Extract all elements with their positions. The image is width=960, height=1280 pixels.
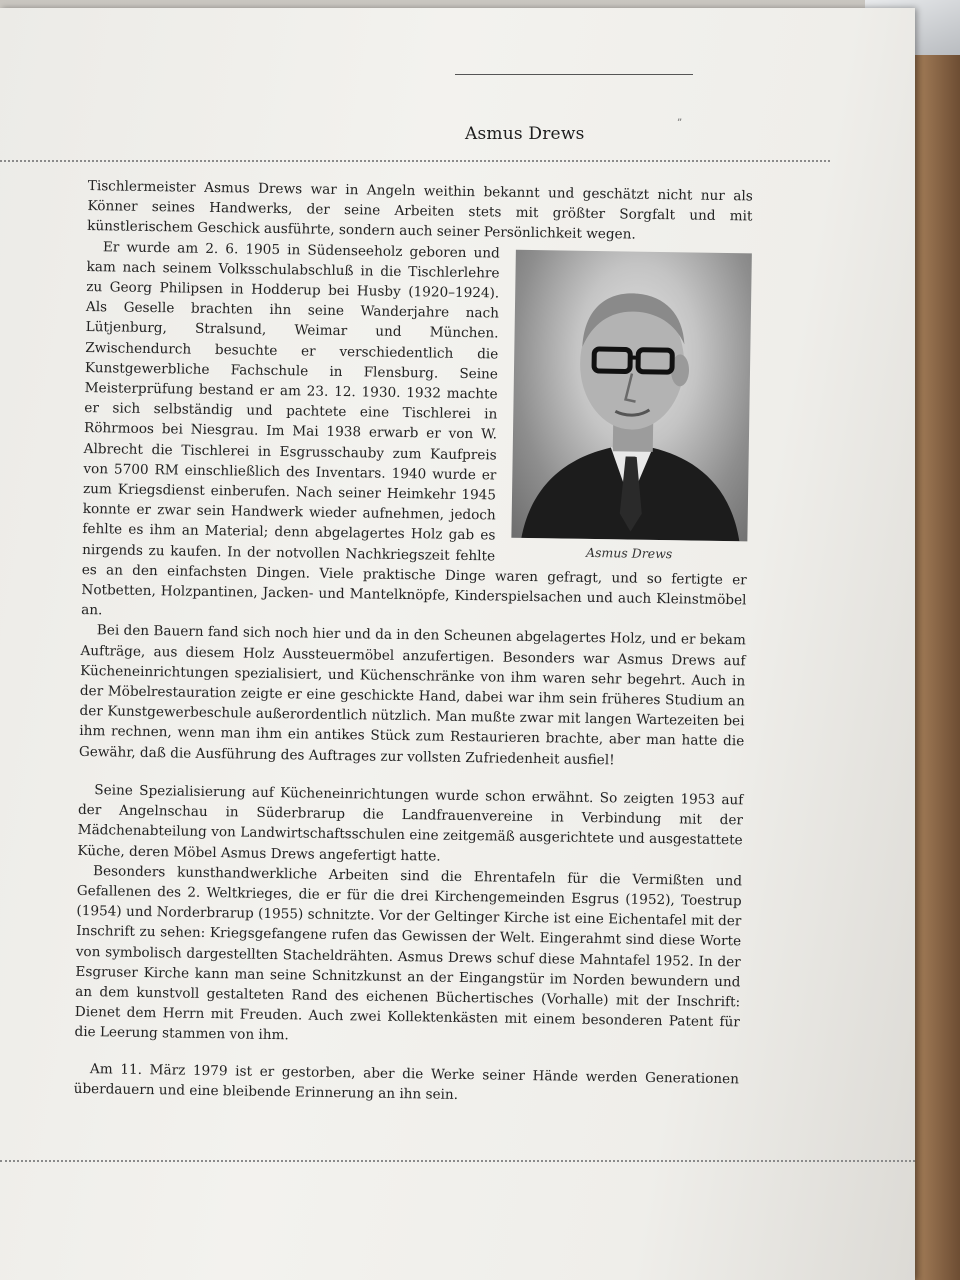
paragraph-intro: Tischlermeister Asmus Drews war in Angeln weithin bekannt und geschätzt nicht nur als Könner seines Handwerks, der seine Arbeiten stets mit größter Sorgfalt und mit künstlerischem Geschick ausführte, sondern auch seiner Persönlichkeit wegen. xyxy=(87,177,753,244)
top-fold-line xyxy=(0,160,830,162)
bottom-fold-line xyxy=(0,1160,915,1162)
paragraph-craft: Bei den Bauern fand sich noch hier und da in den Scheunen abgelagertes Holz, und er bekam Aufträge, aus diesem Holz Aussteuermöbel anzufertigen. Besonders war Asmus Drews auf Kücheneinrichtungen spezialisiert, und Küchenschränke von ihm waren sehr begehrt. Auch in der Möbelrestauration zeigte er eine geschickte Hand, dabei war ihm sein früheres Studium an der Kunstgewerbeschule außerordentlich nützlich. Man mußte zwar mit langen Wartezeiten bei ihm rechnen, wenn man ihm ein antikes Stück zum Restaurieren brachte, aber man hatte die Gewähr, daß die Ausführung des Auftrages zur vollsten Zufriedenheit ausfiel! xyxy=(78,622,746,769)
portrait-figure xyxy=(511,249,752,565)
portrait-illustration xyxy=(511,249,751,541)
page-title: Asmus Drews xyxy=(465,124,585,144)
article-body xyxy=(74,176,753,1109)
portrait-caption: Asmus Drews xyxy=(585,544,673,561)
portrait-photo xyxy=(511,249,751,541)
paragraph-biography: Er wurde am 2. 6. 1905 in Südenseeholz geboren und kam nach seinem Volksschulabschluß in die Tischlerlehre zu Georg Philipsen in Hodderup bei Husby (1920–1924). Als Geselle brachten ihn seine Wanderjahre nach Lütjenburg, Stralsund, Weimar und München. Zwischendurch besuchte er verschiedentlich die Kunstgewerbliche Fachschule in Flensburg. Seine Meisterprüfung bestand er am 23. 12. 1930. 1932 machte er sich selbständig und pachtete eine Tischlerei in Röhrmoos bei Niesgrau. Im Mai 1938 erwarb er von W. Albrecht die Tischlerei in Esgrusschauby zum Kaufpreis von 5700 RM einschließlich des Inventars. 1940 wurde er zum Kriegsdienst einberufen. Nach seiner Heimkehr 1945 konnte er zwar sein Handwerk wieder aufnehmen, jedoch fehlte es ihm an Material; denn abgelagertes Holz gab es nirgends zu kaufen. In der notvollen Nachkriegszeit fehlte es an den einfachsten Dingen. Viele praktische Dinge waren gefragt, und so fertigte er Notbetten, Holzpantinen, Jacken- und Mantelknöpfe, Kinderspielsachen und auch Kleinstmöbel an. xyxy=(81,238,747,619)
paragraph-kitchens: Seine Spezialisierung auf Kücheneinrichtungen wurde schon erwähnt. So zeigten 1953 auf der Angelnschau in Süderbrarup die Landfrauenvereine in Verbindung mit der Mädchenabteilung von Landwirtschaftsschulen eine zeitgemäß ausgerichtete und ausgestattete Küche, deren Möbel Asmus Drews angefertigt hatte. xyxy=(77,782,744,865)
header-rule xyxy=(455,74,693,75)
margin-mark: ” xyxy=(677,118,683,129)
paragraph-memorials: Besonders kunsthandwerkliche Arbeiten sind die Ehrentafeln für die Vermißten und Gefallenen des 2. Weltkrieges, die er für die drei Kirchengemeinden Esgrus (1952), Toestrup (1954) und Norderbrarup (1955) schnitzte. Vor der Geltinger Kirche ist eine Eichentafel mit der Inschrift zu sehen: Kriegsgefangene rufen das Gewissen der Welt. Eingerahmt sind diese Worte von symbolisch dargestellten Stacheldrähten. Asmus Drews schuf diese Mahntafel 1952. In der Esgruser Kirche kann man seine Schnitzkunst an der Eingangstür im Norden bewundern und an dem kunstvoll gestalteten Rand des eichenen Büchertisches (Vorhalle) mit der Inschrift: Dienet dem Herrn mit Freuden. Auch zwei Kollektenkästen mit einem besonderen Patent für die Leerung stammen von ihm. xyxy=(74,862,743,1044)
paragraph-death: Am 11. März 1979 ist er gestorben, aber die Werke seiner Hände werden Generationen überdauern und eine bleibende Erinnerung an ihn sein. xyxy=(73,1060,740,1103)
document-page xyxy=(0,8,915,1280)
